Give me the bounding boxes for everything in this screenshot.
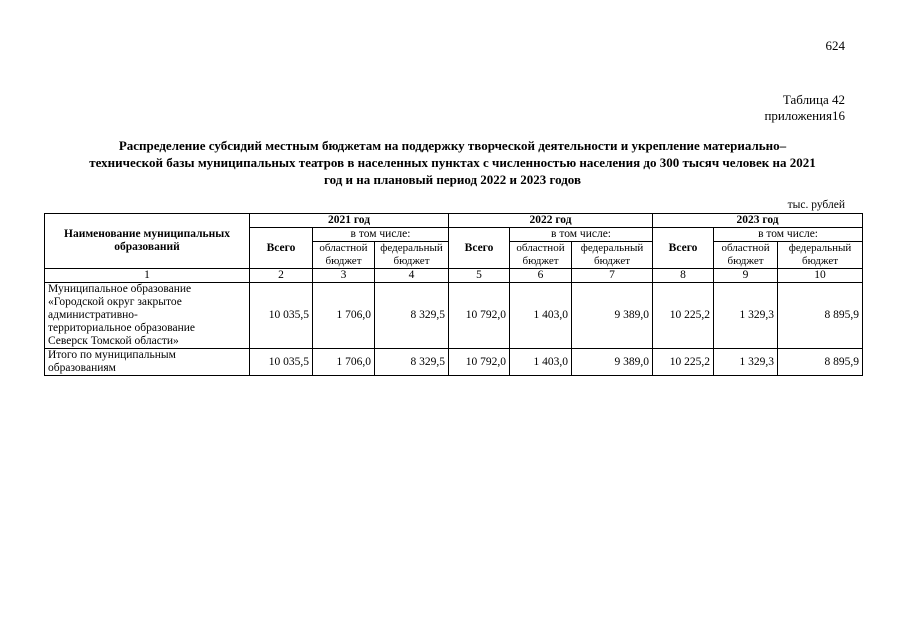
regional-line1: областной xyxy=(721,242,770,254)
header-total-2023: Всего xyxy=(653,228,714,269)
federal-line2: бюджет xyxy=(802,255,839,267)
value-2023-federal: 8 895,9 xyxy=(778,283,863,349)
header-regional-2023 xyxy=(714,242,778,269)
header-including-2023: в том числе: xyxy=(714,228,863,242)
header-total-2022: Всего xyxy=(449,228,510,269)
regional-line1: областной xyxy=(516,242,565,254)
title-line2: технической базы муниципальных театров в населенных пунктах с численностью населения до 300 тысяч человек на 2021 xyxy=(89,155,816,170)
name-line: административно- xyxy=(48,309,138,321)
total-2021-federal: 8 329,5 xyxy=(375,349,449,376)
column-numbers-row xyxy=(45,269,863,283)
value-2022-federal: 9 389,0 xyxy=(572,283,653,349)
document-title xyxy=(50,137,855,188)
title-line3: год и на плановый период 2022 и 2023 годов xyxy=(323,172,582,187)
total-2021-total: 10 035,5 xyxy=(250,349,313,376)
header-regional-2021 xyxy=(313,242,375,269)
value-2021-total: 10 035,5 xyxy=(250,283,313,349)
name-line: Муниципальное образование xyxy=(48,283,192,295)
table-row xyxy=(45,283,863,349)
header-including-2022: в том числе: xyxy=(510,228,653,242)
municipality-name xyxy=(45,283,250,349)
federal-line2: бюджет xyxy=(393,255,430,267)
table-reference xyxy=(764,92,845,124)
total-2022-regional: 1 403,0 xyxy=(510,349,572,376)
regional-line1: областной xyxy=(319,242,368,254)
federal-line1: федеральный xyxy=(580,242,644,254)
header-year-2022: 2022 год xyxy=(449,214,653,228)
total-2021-regional: 1 706,0 xyxy=(313,349,375,376)
subsidy-table xyxy=(44,213,863,376)
header-name-line2: образований xyxy=(114,241,180,253)
header-year-2021: 2021 год xyxy=(250,214,449,228)
header-total-2021: Всего xyxy=(250,228,313,269)
header-regional-2022 xyxy=(510,242,572,269)
name-line: Северск Томской области» xyxy=(48,335,179,347)
value-2023-total: 10 225,2 xyxy=(653,283,714,349)
total-label-line: Итого по муниципальным xyxy=(48,349,176,361)
column-number: 10 xyxy=(778,269,863,283)
table-ref-line2: приложения16 xyxy=(764,108,845,123)
name-line: территориальное образование xyxy=(48,322,196,334)
total-row-label xyxy=(45,349,250,376)
column-number: 7 xyxy=(572,269,653,283)
table-ref-line1: Таблица 42 xyxy=(782,92,845,107)
column-number: 6 xyxy=(510,269,572,283)
total-row xyxy=(45,349,863,376)
regional-line2: бюджет xyxy=(522,255,559,267)
header-name-column xyxy=(45,214,250,269)
page-number: 624 xyxy=(825,38,845,53)
regional-line2: бюджет xyxy=(727,255,764,267)
header-federal-2021 xyxy=(375,242,449,269)
title-line1: Распределение субсидий местным бюджетам на поддержку творческой деятельности и укрепление материально– xyxy=(118,138,787,153)
header-name-line1: Наименование муниципальных xyxy=(64,228,230,240)
header-federal-2023 xyxy=(778,242,863,269)
value-2021-federal: 8 329,5 xyxy=(375,283,449,349)
header-including-2021: в том числе: xyxy=(313,228,449,242)
federal-line1: федеральный xyxy=(788,242,852,254)
value-2023-regional: 1 329,3 xyxy=(714,283,778,349)
header-year-2023: 2023 год xyxy=(653,214,863,228)
total-2022-total: 10 792,0 xyxy=(449,349,510,376)
total-2023-regional: 1 329,3 xyxy=(714,349,778,376)
column-number: 5 xyxy=(449,269,510,283)
column-number: 4 xyxy=(375,269,449,283)
column-number: 1 xyxy=(45,269,250,283)
value-2021-regional: 1 706,0 xyxy=(313,283,375,349)
name-line: «Городской округ закрытое xyxy=(48,296,182,308)
column-number: 3 xyxy=(313,269,375,283)
header-row-years xyxy=(45,214,863,228)
federal-line1: федеральный xyxy=(380,242,443,254)
column-number: 9 xyxy=(714,269,778,283)
regional-line2: бюджет xyxy=(325,255,362,267)
total-label-line: образованиям xyxy=(48,362,116,374)
total-2023-total: 10 225,2 xyxy=(653,349,714,376)
total-2023-federal: 8 895,9 xyxy=(778,349,863,376)
total-2022-federal: 9 389,0 xyxy=(572,349,653,376)
federal-line2: бюджет xyxy=(594,255,631,267)
value-2022-total: 10 792,0 xyxy=(449,283,510,349)
column-number: 8 xyxy=(653,269,714,283)
value-2022-regional: 1 403,0 xyxy=(510,283,572,349)
column-number: 2 xyxy=(250,269,313,283)
header-federal-2022 xyxy=(572,242,653,269)
units-label: тыс. рублей xyxy=(787,199,845,211)
